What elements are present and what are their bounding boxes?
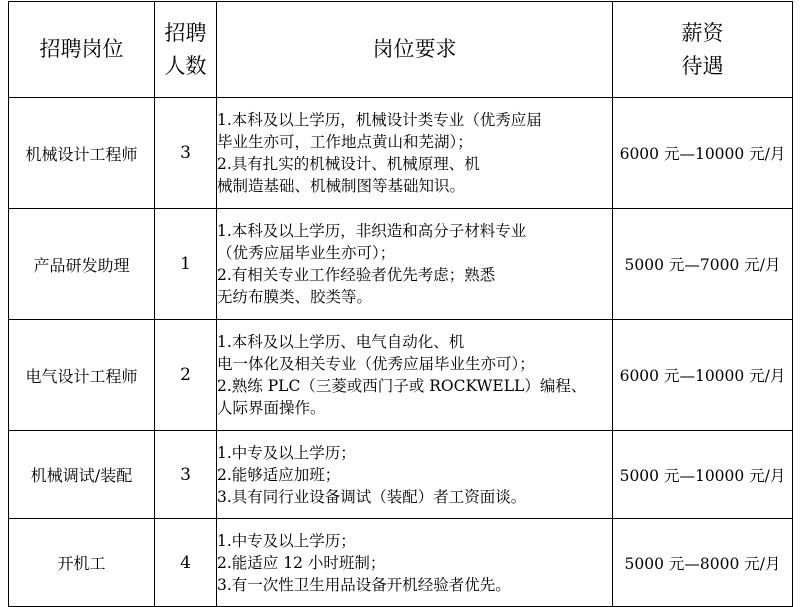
requirements-cell xyxy=(217,98,613,209)
header-requirements xyxy=(217,2,613,98)
count-cell: 2 xyxy=(155,320,217,431)
requirement-line: （优秀应届毕业生亦可）； xyxy=(217,244,396,262)
requirement-line: 3.具有同行业设备调试（装配）者工资面谈。 xyxy=(217,487,527,506)
requirement-line: 2.具有扎实的机械设计、机械原理、机 xyxy=(217,155,480,173)
requirement-line: 2.能适应 12 小时班制； xyxy=(217,553,386,572)
requirement-line: 无纺布膜类、胶类等。 xyxy=(217,288,373,306)
requirement-line: 2.熟练 PLC（三菱或西门子或 ROCKWELL）编程、 xyxy=(217,377,587,395)
requirement-line: 1.本科及以上学历，机械设计类专业（优秀应届 xyxy=(217,111,542,129)
salary-cell: 6000 元—10000 元/月 xyxy=(613,320,793,431)
position-cell: 机械设计工程师 xyxy=(9,98,155,209)
table-row xyxy=(9,519,793,607)
requirement-line: 电一体化及相关专业（优秀应届毕业生亦可）； xyxy=(217,355,535,373)
requirement-line: 械制造基础、机械制图等基础知识。 xyxy=(217,177,466,195)
requirements-cell xyxy=(217,431,613,519)
count-cell: 4 xyxy=(155,519,217,607)
position-cell: 电气设计工程师 xyxy=(9,320,155,431)
count-cell: 1 xyxy=(155,209,217,320)
requirement-line: 1.中专及以上学历； xyxy=(217,531,356,550)
header-position-label: 招聘岗位 xyxy=(39,37,124,62)
salary-cell: 5000 元—10000 元/月 xyxy=(613,431,793,519)
requirement-line: 1.本科及以上学历，非织造和高分子材料专业 xyxy=(217,222,527,240)
requirements-cell xyxy=(217,209,613,320)
count-cell: 3 xyxy=(155,98,217,209)
requirement-line: 3.有一次性卫生用品设备开机经验者优先。 xyxy=(217,575,511,594)
requirement-line: 人际界面操作。 xyxy=(217,399,326,417)
requirement-line: 1.中专及以上学历； xyxy=(217,443,356,462)
header-row xyxy=(9,2,793,98)
requirement-line: 1.本科及以上学历、电气自动化、机 xyxy=(217,333,465,351)
table-row xyxy=(9,431,793,519)
salary-cell: 6000 元—10000 元/月 xyxy=(613,98,793,209)
header-position xyxy=(9,2,155,98)
table-row xyxy=(9,98,793,209)
requirements-cell xyxy=(217,320,613,431)
header-count-line1: 招聘 xyxy=(164,20,207,45)
table-row xyxy=(9,209,793,320)
position-cell: 机械调试/装配 xyxy=(9,431,155,519)
recruitment-table xyxy=(8,1,793,607)
header-count-line2: 人数 xyxy=(164,53,207,78)
salary-cell: 5000 元—7000 元/月 xyxy=(613,209,793,320)
requirement-line: 2.能够适应加班； xyxy=(217,465,341,484)
header-requirements-label: 岗位要求 xyxy=(372,37,457,62)
header-salary-line1: 薪资 xyxy=(681,20,724,45)
header-salary xyxy=(613,2,793,98)
position-cell: 开机工 xyxy=(9,519,155,607)
requirements-cell xyxy=(217,519,613,607)
salary-cell: 5000 元—8000 元/月 xyxy=(613,519,793,607)
header-salary-line2: 待遇 xyxy=(681,53,724,78)
table-row xyxy=(9,320,793,431)
requirement-line: 2.有相关专业工作经验者优先考虑；熟悉 xyxy=(217,266,496,284)
header-count xyxy=(155,2,217,98)
count-cell: 3 xyxy=(155,431,217,519)
position-cell: 产品研发助理 xyxy=(9,209,155,320)
requirement-line: 毕业生亦可，工作地点黄山和芜湖）； xyxy=(217,133,473,151)
